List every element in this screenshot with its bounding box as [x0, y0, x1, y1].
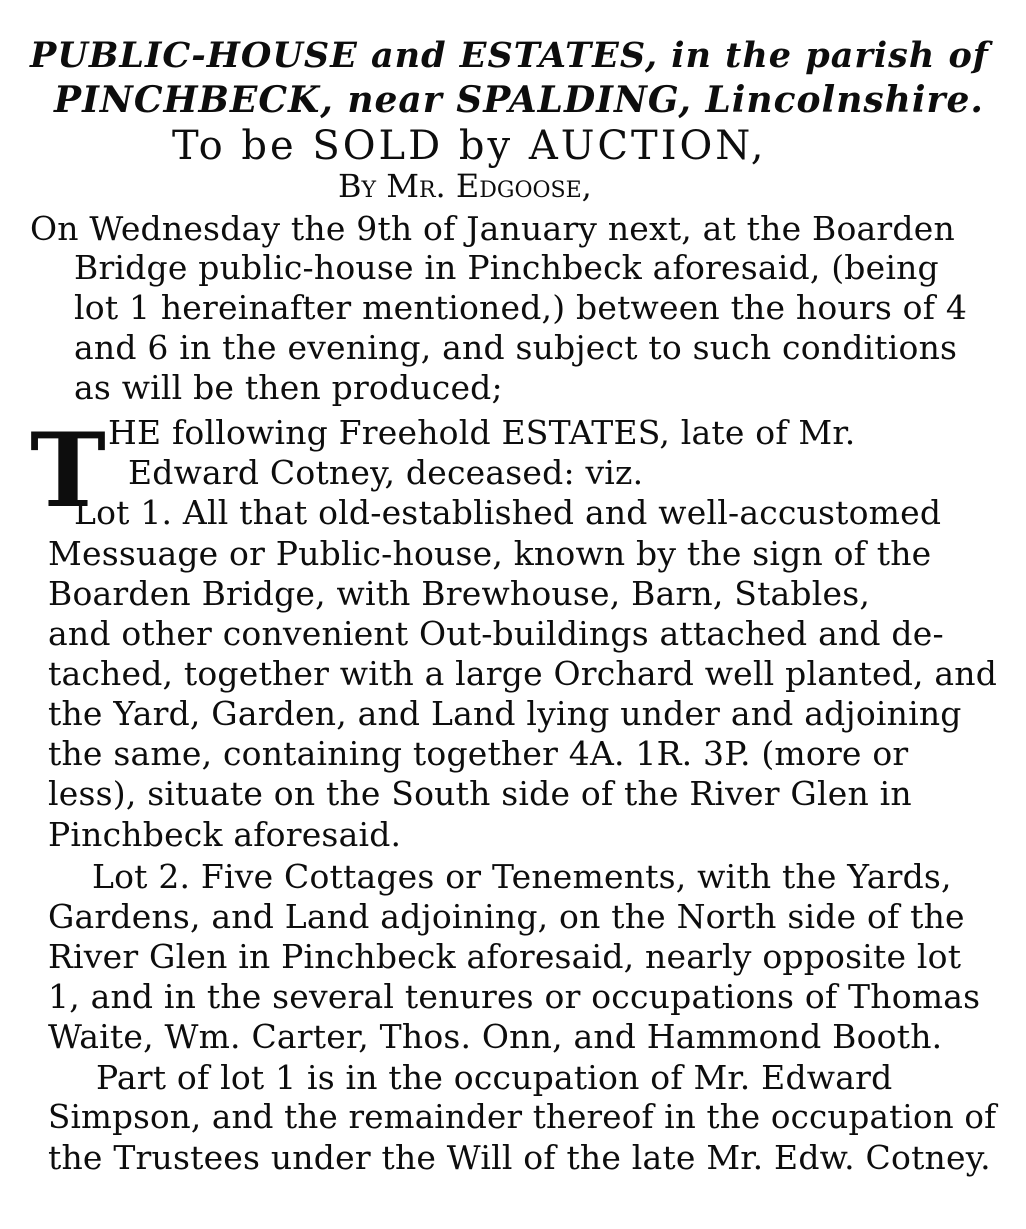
auctioneer-line: By Mr. Edgoose,: [338, 167, 592, 205]
estates-line-1: HE following Freehold ESTATES, late of Mr.: [108, 413, 856, 452]
lot1-line-9: Pinchbeck aforesaid.: [48, 815, 402, 854]
sold-by-auction-line: To be SOLD by AUCTION,: [172, 123, 767, 169]
lot1-line-4: and other convenient Out-buildings attached and de-: [48, 614, 944, 653]
lot2-line-5: Waite, Wm. Carter, Thos. Onn, and Hammond Booth.: [48, 1017, 943, 1056]
intro-line-2: Bridge public-house in Pinchbeck aforesaid, (being: [74, 248, 939, 287]
heading-line-2: PINCHBECK, near SPALDING, Lincolnshire.: [54, 79, 984, 121]
lot1-line-2: Messuage or Public-house, known by the sign of the: [48, 534, 932, 573]
drop-cap-letter: T: [30, 411, 106, 531]
lot1-line-8: less), situate on the South side of the River Glen in: [48, 774, 912, 813]
lot2-line-2: Gardens, and Land adjoining, on the North side of the: [48, 897, 965, 936]
intro-line-1: On Wednesday the 9th of January next, at the Boarden: [30, 209, 955, 248]
lot2-line-1: Lot 2. Five Cottages or Tenements, with the Yards,: [92, 857, 952, 896]
lot1-line-7: the same, containing together 4A. 1R. 3P. (more or: [48, 734, 909, 773]
intro-line-3: lot 1 hereinafter mentioned,) between the hours of 4: [74, 288, 968, 327]
estates-line-2: Edward Cotney, deceased: viz.: [128, 453, 644, 492]
lot1-line-6: the Yard, Garden, and Land lying under and adjoining: [48, 694, 962, 733]
lot1-line-1: Lot 1. All that old-established and well-accustomed: [74, 493, 942, 532]
heading-line-1: PUBLIC-HOUSE and ESTATES, in the parish of: [30, 35, 989, 76]
lot1-line-3: Boarden Bridge, with Brewhouse, Barn, Stables,: [48, 574, 871, 613]
occupation-line-1: Part of lot 1 is in the occupation of Mr. Edward: [96, 1058, 893, 1097]
intro-line-4: and 6 in the evening, and subject to such conditions: [74, 328, 958, 367]
occupation-line-3: the Trustees under the Will of the late Mr. Edw. Cotney.: [48, 1138, 991, 1177]
lot2-line-4: 1, and in the several tenures or occupations of Thomas: [48, 977, 981, 1016]
lot2-line-3: River Glen in Pinchbeck aforesaid, nearly opposite lot: [48, 937, 962, 976]
lot1-line-5: tached, together with a large Orchard well planted, and: [48, 654, 998, 693]
occupation-line-2: Simpson, and the remainder thereof in the occupation of: [48, 1098, 997, 1136]
intro-line-5: as will be then produced;: [74, 368, 503, 407]
